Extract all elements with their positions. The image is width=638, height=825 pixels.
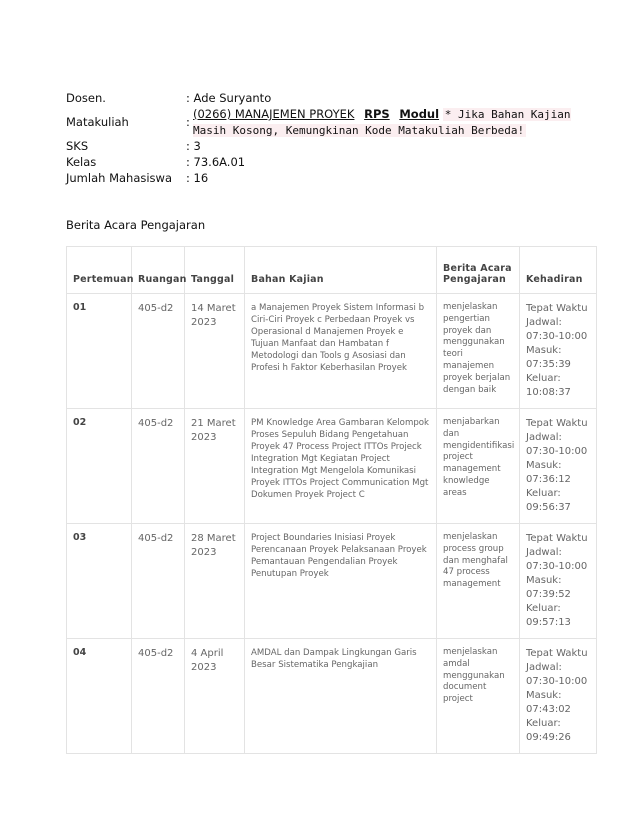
table-row	[67, 639, 597, 754]
table-row	[67, 524, 597, 639]
dosen-label: Dosen.	[66, 91, 106, 105]
matakuliah-body	[193, 106, 586, 138]
jumlah-row	[66, 170, 586, 186]
table-header-row	[67, 247, 597, 294]
cell-berita-acara: menjelaskan pengertian proyek dan menggunakan teori manajemen proyek berjalan dengan baik	[437, 294, 520, 409]
dosen-row	[66, 90, 586, 106]
cell-tanggal: 14 Maret 2023	[185, 294, 245, 409]
cell-kehadiran: Tepat Waktu Jadwal: 07:30-10:00 Masuk: 07:36:12 Keluar: 09:56:37	[520, 409, 597, 524]
header-tanggal: Tanggal	[185, 247, 245, 294]
cell-tanggal: 21 Maret 2023	[185, 409, 245, 524]
course-info	[66, 90, 586, 186]
matakuliah-value	[186, 106, 586, 138]
matakuliah-colon: :	[186, 115, 190, 129]
cell-ruangan: 405-d2	[132, 409, 185, 524]
header-pertemuan: Pertemuan	[67, 247, 132, 294]
cell-ruangan: 405-d2	[132, 524, 185, 639]
cell-bahan-kajian: a Manajemen Proyek Sistem Informasi b Ciri-Ciri Proyek c Perbedaan Proyek vs Operasional d Manajemen Proyek e Tujuan Manfaat dan Hambatan f Metodologi dan Tools g Asosiasi dan Profesi h Faktor Keberhasilan Proyek	[245, 294, 437, 409]
cell-berita-acara: menjelaskan process group dan menghafal 47 process management	[437, 524, 520, 639]
cell-bahan-kajian: PM Knowledge Area Gambaran Kelompok Proses Sepuluh Bidang Pengetahuan Proyek 47 Process Project ITTOs Projeck Integration Mgt Kegiatan Project Integration Mgt Mengelola Komunikasi Proyek ITTOs Project Communication Mgt Dokumen Proyek Project C	[245, 409, 437, 524]
header-bahan-kajian: Bahan Kajian	[245, 247, 437, 294]
jumlah-value: : 16	[186, 171, 209, 185]
cell-pertemuan: 01	[67, 294, 132, 409]
matakuliah-note: * Jika Bahan Kajian Masih Kosong, Kemungkinan Kode Matakuliah Berbeda!	[193, 108, 571, 137]
cell-berita-acara: menjabarkan dan mengidentifikasi project management knowledge areas	[437, 409, 520, 524]
cell-pertemuan: 03	[67, 524, 132, 639]
cell-berita-acara: menjelaskan amdal menggunakan document project	[437, 639, 520, 754]
cell-kehadiran: Tepat Waktu Jadwal: 07:30-10:00 Masuk: 07:35:39 Keluar: 10:08:37	[520, 294, 597, 409]
cell-kehadiran: Tepat Waktu Jadwal: 07:30-10:00 Masuk: 07:39:52 Keluar: 09:57:13	[520, 524, 597, 639]
cell-kehadiran: Tepat Waktu Jadwal: 07:30-10:00 Masuk: 07:43:02 Keluar: 09:49:26	[520, 639, 597, 754]
header-kehadiran: Kehadiran	[520, 247, 597, 294]
sks-row	[66, 138, 586, 154]
matakuliah-label: Matakuliah	[66, 115, 129, 129]
matakuliah-title: (0266) MANAJEMEN PROYEK	[193, 107, 355, 121]
sks-value: : 3	[186, 139, 201, 153]
kelas-row	[66, 154, 586, 170]
kelas-value: : 73.6A.01	[186, 155, 246, 169]
cell-bahan-kajian: AMDAL dan Dampak Lingkungan Garis Besar Sistematika Pengkajian	[245, 639, 437, 754]
dosen-value: : Ade Suryanto	[186, 91, 272, 105]
rps-link[interactable]: RPS	[364, 107, 390, 121]
section-title: Berita Acara Pengajaran	[66, 218, 206, 232]
jumlah-label: Jumlah Mahasiswa	[66, 171, 173, 185]
cell-bahan-kajian: Project Boundaries Inisiasi Proyek Perencanaan Proyek Pelaksanaan Proyek Pemantauan Pengendalian Proyek Penutupan Proyek	[245, 524, 437, 639]
header-ruangan: Ruangan	[132, 247, 185, 294]
modul-link[interactable]: Modul	[399, 107, 440, 121]
cell-tanggal: 28 Maret 2023	[185, 524, 245, 639]
table-row	[67, 409, 597, 524]
cell-pertemuan: 02	[67, 409, 132, 524]
cell-tanggal: 4 April 2023	[185, 639, 245, 754]
header-berita-acara: Berita Acara Pengajaran	[437, 247, 520, 294]
cell-pertemuan: 04	[67, 639, 132, 754]
cell-ruangan: 405-d2	[132, 639, 185, 754]
berita-acara-table	[66, 246, 597, 754]
table-row	[67, 294, 597, 409]
matakuliah-row	[66, 106, 586, 138]
cell-ruangan: 405-d2	[132, 294, 185, 409]
kelas-label: Kelas	[66, 155, 97, 169]
sks-label: SKS	[66, 139, 89, 153]
